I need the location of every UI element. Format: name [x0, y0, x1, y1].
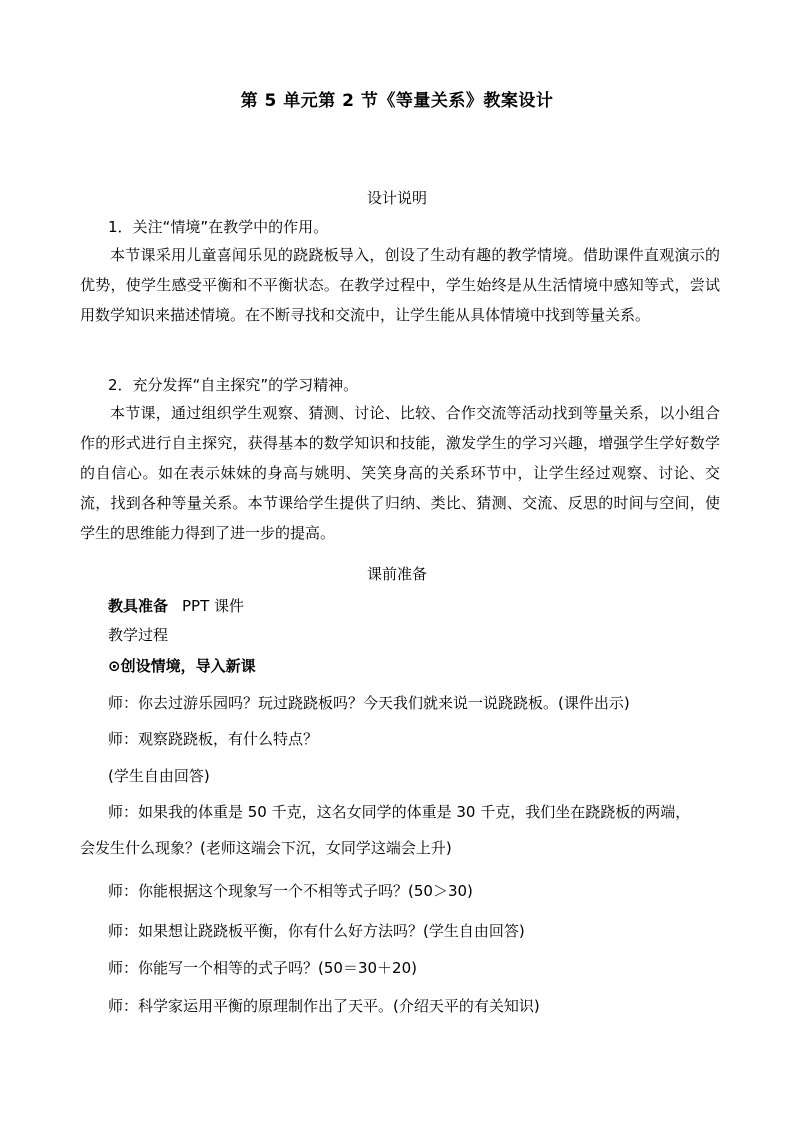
prep-heading: 课前准备 [366, 565, 427, 583]
dialogue-line: 师：观察跷跷板，有什么特点？ [108, 730, 319, 748]
dialogue-line: 师：如果想让跷跷板平衡，你有什么好方法吗？(学生自由回答) [108, 922, 525, 940]
point1-body: 本节课采用儿童喜闻乐见的跷跷板导入，创设了生动有趣的教学情境。借助课件直观演示的优势，使学生感受平衡和不平衡状态。在教学过程中，学生始终是从生活情境中感知等式，尝试用数学知识来描述情境。在不断寻找和交流中，让学生能从具体情境中找到等量关系。 [80, 246, 720, 324]
document-title: 第 5 单元第 2 节《等量关系》教案设计 [240, 91, 554, 111]
dialogue-line: 师：你能根据这个现象写一个不相等式子吗？(50＞30) [108, 882, 473, 900]
dialogue-line: 师：你能写一个相等的式子吗？(50＝30＋20) [108, 959, 417, 977]
dialogue-line: 师：你去过游乐园吗？玩过跷跷板吗？今天我们就来说一说跷跷板。(课件出示) [108, 694, 630, 712]
tools-label: 教具准备 [108, 597, 169, 615]
step1-heading: ⊙创设情境，导入新课 [108, 657, 256, 675]
dialogue-line: (学生自由回答) [108, 767, 210, 785]
point2-body: 本节课，通过组织学生观察、猜测、讨论、比较、合作交流等活动找到等量关系，以小组合作的形式进行自主探究，获得基本的数学知识和技能，激发学生的学习兴趣，增强学生学好数学的自信心。如在表示妹妹的身高与姚明、笑笑身高的关系环节中，让学生经过观察、讨论、交流，找到各种等量关系。本节课给学生提供了归纳、类比、猜测、交流、反思的时间与空间，使学生的思维能力得到了进一步的提高。 [80, 404, 720, 542]
process-heading: 教学过程 [108, 626, 169, 644]
point1-title: 1．关注“情境”在教学中的作用。 [108, 218, 329, 236]
dialogue-line: 师：科学家运用平衡的原理制作出了天平。(介绍天平的有关知识) [108, 997, 540, 1015]
design-heading: 设计说明 [366, 189, 427, 207]
dialogue-line: 会发生什么现象？(老师这端会下沉，女同学这端会上升) [80, 839, 452, 857]
tools-value: PPT 课件 [182, 597, 245, 615]
dialogue-line: 师：如果我的体重是 50 千克，这名女同学的体重是 30 千克，我们坐在跷跷板的两端， [108, 803, 691, 821]
point2-title: 2．充分发挥“自主探究”的学习精神。 [108, 376, 359, 394]
tools-line [108, 595, 728, 616]
